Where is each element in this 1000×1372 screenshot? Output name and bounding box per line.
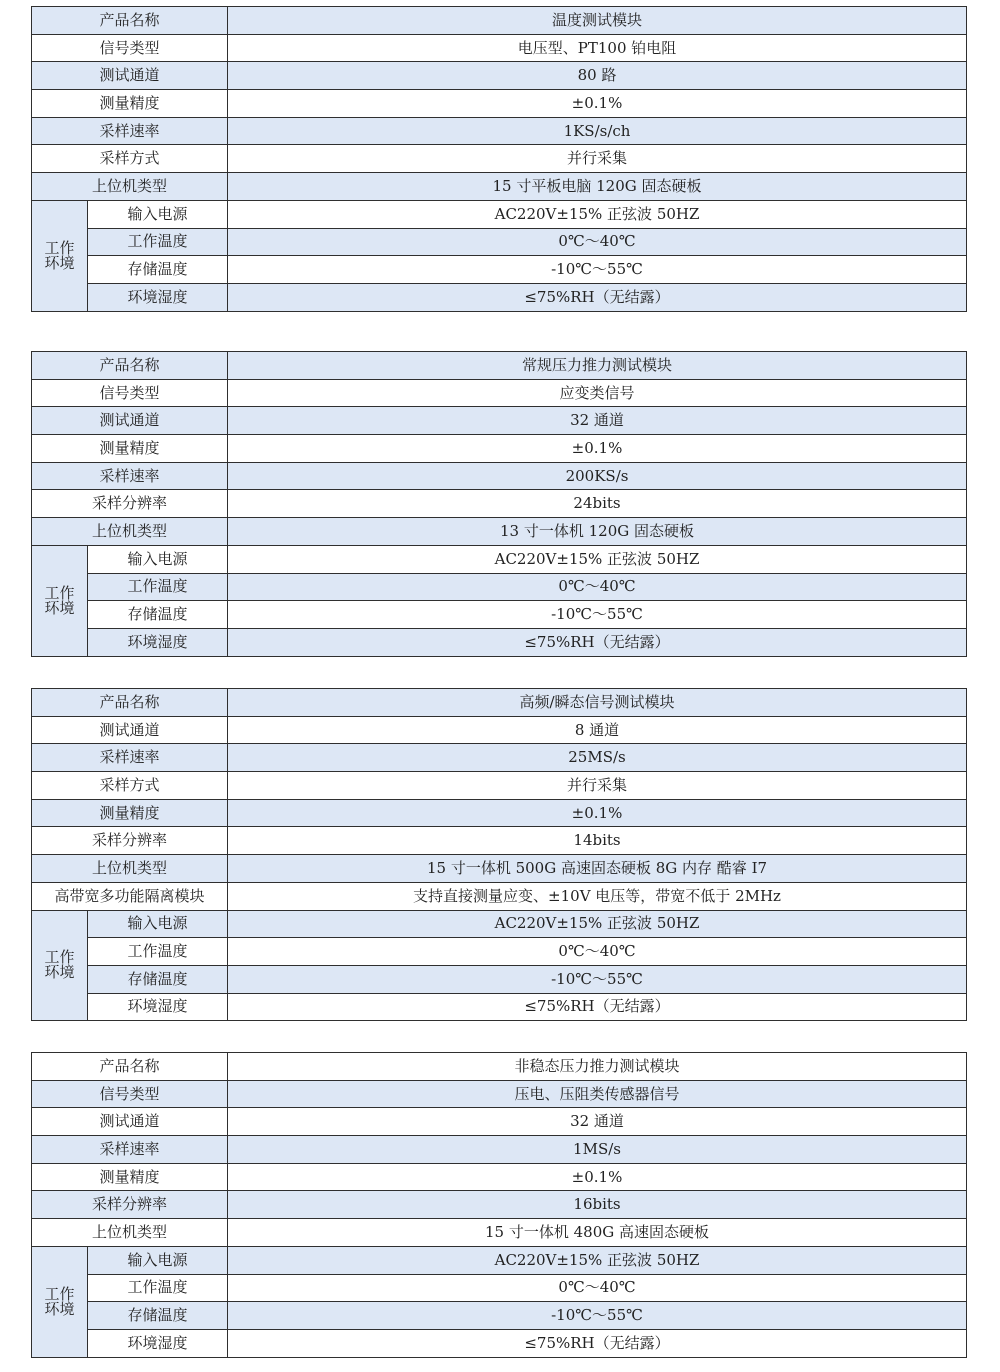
- table-row: [32, 772, 967, 800]
- env-label: 存储温度: [88, 256, 228, 284]
- row-value: 200KS/s: [228, 462, 967, 490]
- table-row: [32, 34, 967, 62]
- env-label: 输入电源: [88, 545, 228, 573]
- env-value: ≤75%RH（无结露）: [228, 993, 967, 1021]
- environment-label: [32, 200, 88, 311]
- row-value: 32 通道: [228, 407, 967, 435]
- environment-label-line2: 环境: [44, 598, 75, 617]
- table-row: [32, 7, 967, 35]
- env-label: 输入电源: [88, 910, 228, 938]
- table-row: [32, 407, 967, 435]
- row-value: 并行采集: [228, 772, 967, 800]
- table-row: [32, 352, 967, 380]
- env-value: 0℃～40℃: [228, 1274, 967, 1302]
- row-label: 测试通道: [32, 62, 228, 90]
- table-row: [32, 689, 967, 717]
- table-row: [32, 573, 967, 601]
- row-label: 采样速率: [32, 462, 228, 490]
- row-label: 信号类型: [32, 1080, 228, 1108]
- env-label: 环境湿度: [88, 628, 228, 656]
- table-row: [32, 1219, 967, 1247]
- table-row: [32, 490, 967, 518]
- table-row: [32, 90, 967, 118]
- table-row: [32, 173, 967, 201]
- table-row: [32, 1329, 967, 1357]
- env-label: 存储温度: [88, 965, 228, 993]
- row-label: 测量精度: [32, 1163, 228, 1191]
- spec-table-high-frequency: [31, 688, 967, 1021]
- row-value: 并行采集: [228, 145, 967, 173]
- row-label: 采样方式: [32, 772, 228, 800]
- row-value: ±0.1%: [228, 799, 967, 827]
- row-label: 采样方式: [32, 145, 228, 173]
- env-value: ≤75%RH（无结露）: [228, 1329, 967, 1357]
- table-row: [32, 1246, 967, 1274]
- environment-label-line1: 工作: [44, 583, 75, 602]
- env-value: ≤75%RH（无结露）: [228, 628, 967, 656]
- table-row: [32, 799, 967, 827]
- table-row: [32, 462, 967, 490]
- row-value: 1KS/s/ch: [228, 117, 967, 145]
- env-label: 存储温度: [88, 601, 228, 629]
- table-row: [32, 62, 967, 90]
- table-row: [32, 744, 967, 772]
- env-value: ≤75%RH（无结露）: [228, 283, 967, 311]
- env-value: -10℃～55℃: [228, 1302, 967, 1330]
- table-row: [32, 117, 967, 145]
- row-value: 温度测试模块: [228, 7, 967, 35]
- env-value: 0℃～40℃: [228, 228, 967, 256]
- table-row: [32, 1274, 967, 1302]
- row-label: 产品名称: [32, 352, 228, 380]
- row-label: 采样速率: [32, 1136, 228, 1164]
- table-row: [32, 545, 967, 573]
- row-value: 25MS/s: [228, 744, 967, 772]
- env-label: 输入电源: [88, 200, 228, 228]
- row-value: 24bits: [228, 490, 967, 518]
- env-value: 0℃～40℃: [228, 938, 967, 966]
- table-row: [32, 993, 967, 1021]
- row-label: 测量精度: [32, 435, 228, 463]
- row-label: 采样分辨率: [32, 827, 228, 855]
- row-value: 8 通道: [228, 716, 967, 744]
- row-value: 16bits: [228, 1191, 967, 1219]
- env-label: 工作温度: [88, 938, 228, 966]
- row-label: 采样分辨率: [32, 1191, 228, 1219]
- row-label: 上位机类型: [32, 173, 228, 201]
- row-value: ±0.1%: [228, 435, 967, 463]
- spec-table-temperature: [31, 6, 967, 312]
- spec-table-pressure: [31, 351, 967, 657]
- table-row: [32, 1136, 967, 1164]
- env-label: 环境湿度: [88, 283, 228, 311]
- environment-label-line2: 环境: [44, 1299, 75, 1318]
- table-row: [32, 145, 967, 173]
- row-label: 采样速率: [32, 744, 228, 772]
- row-label: 测试通道: [32, 716, 228, 744]
- row-label: 上位机类型: [32, 855, 228, 883]
- row-label: 上位机类型: [32, 1219, 228, 1247]
- environment-label: [32, 910, 88, 1021]
- table-row: [32, 910, 967, 938]
- row-label: 采样速率: [32, 117, 228, 145]
- table-row: [32, 200, 967, 228]
- row-label: 上位机类型: [32, 518, 228, 546]
- table-row: [32, 716, 967, 744]
- row-label: 信号类型: [32, 379, 228, 407]
- row-value: 15 寸一体机 500G 高速固态硬板 8G 内存 酷睿 I7: [228, 855, 967, 883]
- row-label: 产品名称: [32, 1053, 228, 1081]
- row-value: 非稳态压力推力测试模块: [228, 1053, 967, 1081]
- row-value: 13 寸一体机 120G 固态硬板: [228, 518, 967, 546]
- table-row: [32, 1080, 967, 1108]
- spec-table-transient-pressure: [31, 1052, 967, 1358]
- environment-label-line2: 环境: [44, 253, 75, 272]
- row-label: 高带宽多功能隔离模块: [32, 882, 228, 910]
- env-value: AC220V±15% 正弦波 50HZ: [228, 545, 967, 573]
- environment-label-line1: 工作: [44, 238, 75, 257]
- table-row: [32, 1191, 967, 1219]
- row-value: 1MS/s: [228, 1136, 967, 1164]
- row-value: 14bits: [228, 827, 967, 855]
- env-label: 工作温度: [88, 573, 228, 601]
- row-value: ±0.1%: [228, 1163, 967, 1191]
- row-value: 支持直接测量应变、±10V 电压等，带宽不低于 2MHz: [228, 882, 967, 910]
- table-row: [32, 1108, 967, 1136]
- env-value: AC220V±15% 正弦波 50HZ: [228, 200, 967, 228]
- environment-label-line2: 环境: [44, 963, 75, 982]
- table-row: [32, 938, 967, 966]
- table-row: [32, 882, 967, 910]
- env-value: -10℃～55℃: [228, 965, 967, 993]
- environment-label-line1: 工作: [44, 948, 75, 967]
- row-label: 信号类型: [32, 34, 228, 62]
- row-value: 15 寸平板电脑 120G 固态硬板: [228, 173, 967, 201]
- row-value: 32 通道: [228, 1108, 967, 1136]
- row-value: 电压型、PT100 铂电阻: [228, 34, 967, 62]
- table-row: [32, 827, 967, 855]
- env-value: -10℃～55℃: [228, 601, 967, 629]
- table-row: [32, 256, 967, 284]
- env-value: 0℃～40℃: [228, 573, 967, 601]
- row-label: 产品名称: [32, 689, 228, 717]
- table-row: [32, 1163, 967, 1191]
- table-row: [32, 518, 967, 546]
- table-row: [32, 283, 967, 311]
- env-value: -10℃～55℃: [228, 256, 967, 284]
- table-row: [32, 1053, 967, 1081]
- row-value: 常规压力推力测试模块: [228, 352, 967, 380]
- env-label: 工作温度: [88, 1274, 228, 1302]
- env-value: AC220V±15% 正弦波 50HZ: [228, 910, 967, 938]
- row-value: 高频/瞬态信号测试模块: [228, 689, 967, 717]
- env-label: 工作温度: [88, 228, 228, 256]
- row-value: 15 寸一体机 480G 高速固态硬板: [228, 1219, 967, 1247]
- env-label: 输入电源: [88, 1246, 228, 1274]
- row-value: 80 路: [228, 62, 967, 90]
- row-label: 测量精度: [32, 90, 228, 118]
- row-value: 压电、压阻类传感器信号: [228, 1080, 967, 1108]
- env-value: AC220V±15% 正弦波 50HZ: [228, 1246, 967, 1274]
- table-row: [32, 1302, 967, 1330]
- table-row: [32, 628, 967, 656]
- row-value: 应变类信号: [228, 379, 967, 407]
- table-row: [32, 855, 967, 883]
- environment-label: [32, 545, 88, 656]
- row-label: 测试通道: [32, 1108, 228, 1136]
- row-value: ±0.1%: [228, 90, 967, 118]
- env-label: 环境湿度: [88, 993, 228, 1021]
- env-label: 环境湿度: [88, 1329, 228, 1357]
- row-label: 测量精度: [32, 799, 228, 827]
- env-label: 存储温度: [88, 1302, 228, 1330]
- table-row: [32, 601, 967, 629]
- row-label: 测试通道: [32, 407, 228, 435]
- table-row: [32, 965, 967, 993]
- table-row: [32, 435, 967, 463]
- environment-label: [32, 1246, 88, 1357]
- table-row: [32, 379, 967, 407]
- table-row: [32, 228, 967, 256]
- environment-label-line1: 工作: [44, 1284, 75, 1303]
- row-label: 产品名称: [32, 7, 228, 35]
- row-label: 采样分辨率: [32, 490, 228, 518]
